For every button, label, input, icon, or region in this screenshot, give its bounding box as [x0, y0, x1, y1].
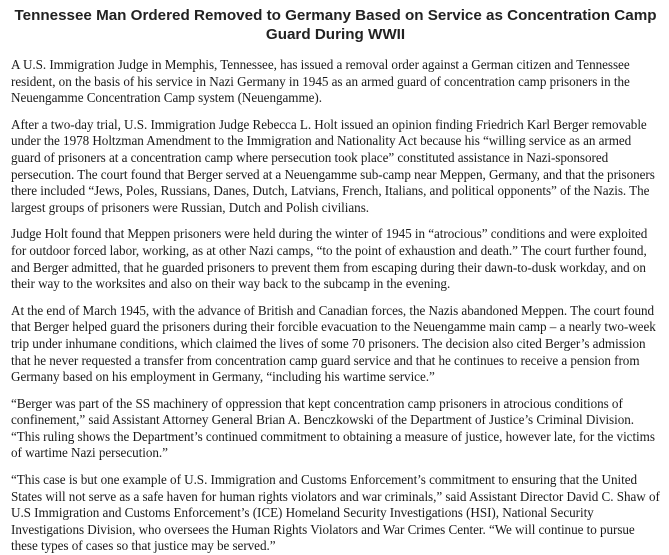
article-paragraph-2: After a two-day trial, U.S. Immigration Judge Rebecca L. Holt issued an opinion finding Friedrich Karl Berger removable under the 1978 Holtzman Amendment to the Immigration and Nationality Act because his “willing service as an armed guard of prisoners at a concentration camp where persecution took place” constituted assistance in Nazi-sponsored persecution. The court found that Berger served at a Neuengamme sub-camp near Meppen, Germany, and that the prisoners there included “Jews, Poles, Russians, Danes, Dutch, Latvians, French, Italians, and political opponents” of the Nazis. The largest groups of prisoners were Russian, Dutch and Polish civilians. — [11, 116, 655, 215]
article-paragraph-4: At the end of March 1945, with the advance of British and Canadian forces, the Nazis abandoned Meppen. The court found that Berger helped guard the prisoners during their forcible evacuation to the Neuengamme main camp – a nearly two-week trip under inhumane conditions, which claimed the lives of some 70 prisoners. The decision also cited Berger’s admission that he never requested a transfer from concentration camp guard service and that he continues to receive a pension from Germany based on his employment in Germany, “including his wartime service.” — [11, 302, 656, 385]
article-title: Tennessee Man Ordered Removed to Germany Based on Service as Concentration Camp Guard During WWII — [14, 7, 657, 43]
article-paragraph-5: “Berger was part of the SS machinery of oppression that kept concentration camp prisoners in atrocious conditions of confinement,” said Assistant Attorney General Brian A. Benczkowski of the Department of Justice’s Criminal Division. “This ruling shows the Department’s continued commitment to obtaining a measure of justice, however late, for the victims of wartime Nazi persecution.” — [11, 395, 655, 461]
article-paragraph-6: “This case is but one example of U.S. Immigration and Customs Enforcement’s commitment to ensuring that the United States will not serve as a safe haven for human rights violators and war criminals,” said Assistant Director David C. Shaw of U.S Immigration and Customs Enforcement’s (ICE) Homeland Security Investigations (HSI), National Security Investigations Division, who oversees the Human Rights Violators and War Crimes Center. “We will continue to pursue these types of cases so that justice may be served.” — [11, 472, 660, 554]
article-paragraph-1: A U.S. Immigration Judge in Memphis, Tennessee, has issued a removal order against a German citizen and Tennessee resident, on the basis of his service in Nazi Germany in 1945 as an armed guard of concentration camp prisoners in the Neuengamme Concentration Camp system (Neuengamme). — [11, 57, 630, 106]
article-paragraph-3: Judge Holt found that Meppen prisoners were held during the winter of 1945 in “atrocious” conditions and were exploited for outdoor forced labor, working, as at other Nazi camps, “to the point of exhaustion and death.” The court further found, and Berger admitted, that he guarded prisoners to prevent them from escaping during their dawn-to-dusk workday, and on their way to the worksites and also on their way back to the subcamp in the evening. — [11, 226, 648, 292]
